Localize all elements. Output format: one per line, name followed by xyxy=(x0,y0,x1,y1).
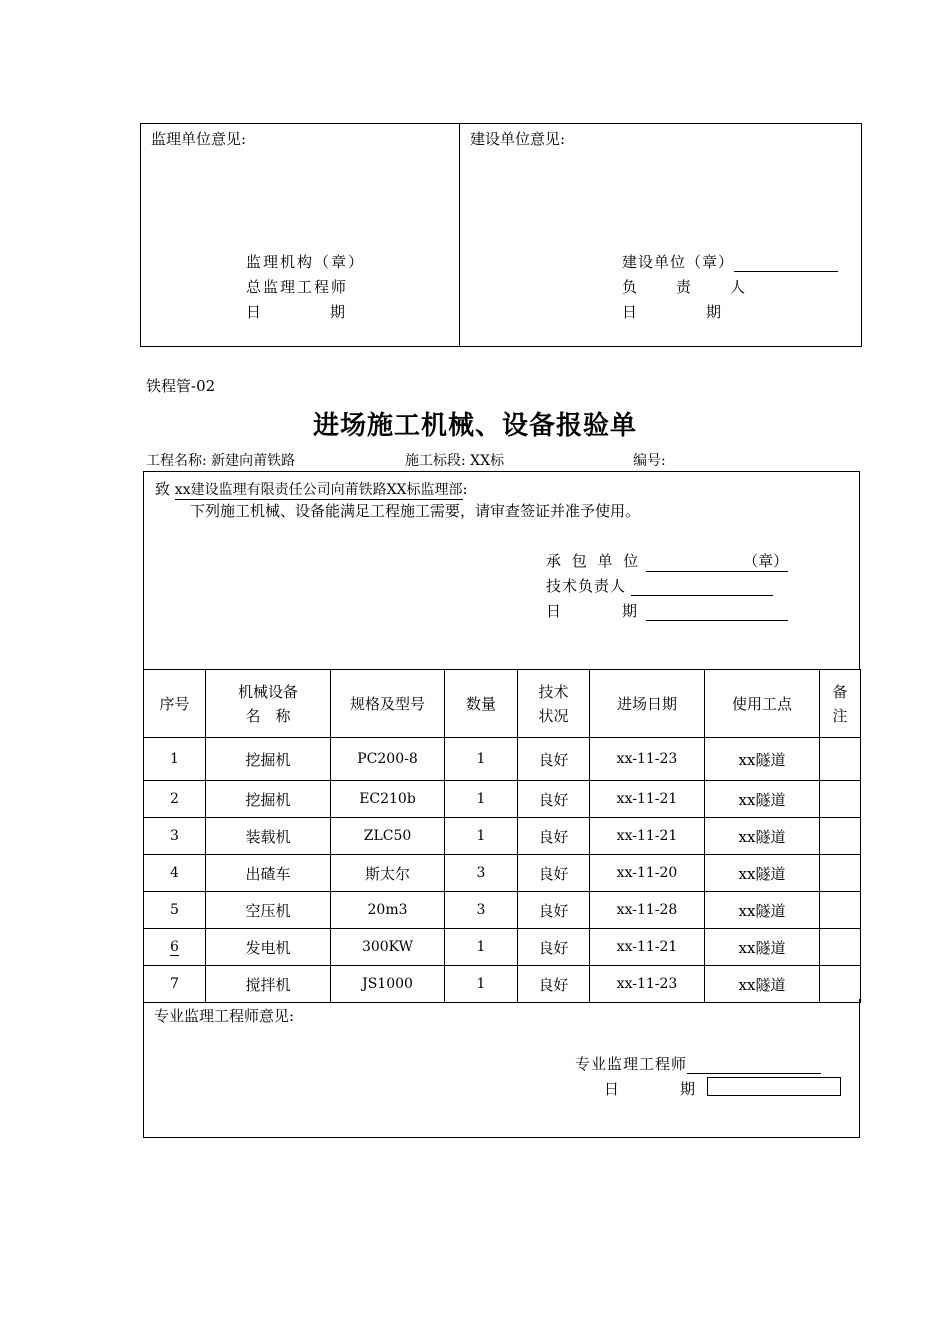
cell-model: EC210b xyxy=(331,781,445,818)
cell-site: xx隧道 xyxy=(705,738,820,781)
date-label: 日 期 xyxy=(546,602,642,620)
section-label: 施工标段: XX标 xyxy=(405,453,505,469)
cell-name: 空压机 xyxy=(206,892,331,929)
cell-quantity: 1 xyxy=(445,929,518,966)
cell-date: xx-11-21 xyxy=(590,781,705,818)
cell-quantity: 3 xyxy=(445,855,518,892)
cell-condition: 良好 xyxy=(518,818,590,855)
letter-body: 下列施工机械、设备能满足工程施工需要，请审查签证并准予使用。 xyxy=(190,502,641,520)
cell-site: xx隧道 xyxy=(705,855,820,892)
cell-site: xx隧道 xyxy=(705,929,820,966)
cell-index-underlined: 6 xyxy=(170,938,179,955)
cell-name: 搅拌机 xyxy=(206,966,331,1003)
cell-model: 斯太尔 xyxy=(331,855,445,892)
review-date-label: 日 期 xyxy=(604,1080,700,1098)
supervisor-org-stamp: 监理机构（章） xyxy=(246,253,366,271)
contractor-label: 承 包 单 位 xyxy=(546,552,642,570)
cell-date: xx-11-20 xyxy=(590,855,705,892)
cell-site: xx隧道 xyxy=(705,781,820,818)
owner-unit-signature-line[interactable] xyxy=(734,255,838,272)
chief-engineer-label: 总监理工程师 xyxy=(246,278,349,296)
cell-condition: 良好 xyxy=(518,855,590,892)
cell-model: PC200-8 xyxy=(331,738,445,781)
header-cell: 序号 xyxy=(144,670,206,738)
owner-opinion-label: 建设单位意见: xyxy=(470,130,566,148)
cell-index: 2 xyxy=(144,781,206,818)
tech-lead-row xyxy=(546,575,773,596)
review-engineer-label: 专业监理工程师 xyxy=(575,1055,688,1073)
cell-remark xyxy=(820,966,861,1003)
cell-index: 4 xyxy=(144,855,206,892)
cell-remark xyxy=(820,892,861,929)
cell-condition: 良好 xyxy=(518,781,590,818)
cell-remark xyxy=(820,929,861,966)
supervisor-opinion-label: 监理单位意见: xyxy=(151,130,247,148)
to-organization: xx建设监理有限责任公司向莆铁路XX标监理部 xyxy=(175,479,463,500)
to-prefix: 致 xyxy=(155,480,171,498)
owner-responsible-label: 负 责 人 xyxy=(622,278,749,296)
cell-date: xx-11-23 xyxy=(590,966,705,1003)
project-name: 工程名称: 新建向莆铁路 xyxy=(146,453,296,469)
cell-quantity: 1 xyxy=(445,781,518,818)
table-row xyxy=(144,781,861,818)
cell-site: xx隧道 xyxy=(705,818,820,855)
cell-remark xyxy=(820,738,861,781)
cell-name: 发电机 xyxy=(206,929,331,966)
review-date-field[interactable] xyxy=(707,1077,841,1096)
form-code: 铁程管-02 xyxy=(146,377,216,395)
review-date-row xyxy=(604,1078,699,1099)
cell-date: xx-11-28 xyxy=(590,892,705,929)
cell-site: xx隧道 xyxy=(705,966,820,1003)
cell-index: 7 xyxy=(144,966,206,1003)
table-row xyxy=(144,892,861,929)
to-suffix: : xyxy=(462,480,468,498)
cell-remark xyxy=(820,855,861,892)
table-row xyxy=(144,738,861,781)
header-cell: 规格及型号 xyxy=(331,670,445,738)
table-row xyxy=(144,966,861,1003)
cell-quantity: 1 xyxy=(445,966,518,1003)
owner-date-label: 日 期 xyxy=(622,303,728,321)
cell-model: 20m3 xyxy=(331,892,445,929)
addressee-line xyxy=(155,478,468,500)
cell-site: xx隧道 xyxy=(705,892,820,929)
table-row xyxy=(144,855,861,892)
header-cell: 技术 状况 xyxy=(518,670,590,738)
header-cell: 备 注 xyxy=(820,670,861,738)
tech-lead-signature-line[interactable] xyxy=(631,579,773,596)
header-cell: 数量 xyxy=(445,670,518,738)
date-row xyxy=(546,600,788,621)
cell-index: 5 xyxy=(144,892,206,929)
cell-condition: 良好 xyxy=(518,966,590,1003)
header-cell: 机械设备 名 称 xyxy=(206,670,331,738)
number-label: 编号: xyxy=(633,453,666,469)
cell-quantity: 1 xyxy=(445,738,518,781)
cell-index: 1 xyxy=(144,738,206,781)
review-engineer-signature-line[interactable] xyxy=(687,1057,821,1074)
form-title: 进场施工机械、设备报验单 xyxy=(312,411,637,441)
header-cell: 进场日期 xyxy=(590,670,705,738)
header-cell: 使用工点 xyxy=(705,670,820,738)
table-row xyxy=(144,818,861,855)
cell-condition: 良好 xyxy=(518,929,590,966)
review-engineer-row xyxy=(575,1053,821,1074)
cell-model: ZLC50 xyxy=(331,818,445,855)
cell-condition: 良好 xyxy=(518,892,590,929)
cell-index: 3 xyxy=(144,818,206,855)
cell-name: 挖掘机 xyxy=(206,781,331,818)
cell-date: xx-11-21 xyxy=(590,929,705,966)
supervisor-date-label: 日 期 xyxy=(246,303,352,321)
date-signature-line[interactable] xyxy=(646,604,788,621)
tech-lead-label: 技术负责人 xyxy=(546,577,627,595)
contractor-row xyxy=(546,550,788,572)
cell-date: xx-11-21 xyxy=(590,818,705,855)
owner-unit-stamp-text: 建设单位（章） xyxy=(622,253,735,271)
cell-condition: 良好 xyxy=(518,738,590,781)
cell-quantity: 3 xyxy=(445,892,518,929)
cell-name: 出碴车 xyxy=(206,855,331,892)
cell-remark xyxy=(820,781,861,818)
equipment-table xyxy=(143,669,861,1003)
owner-unit-stamp xyxy=(622,251,838,272)
top-divider xyxy=(459,123,460,347)
table-row xyxy=(144,929,861,966)
cell-index xyxy=(144,929,206,966)
cell-quantity: 1 xyxy=(445,818,518,855)
cell-date: xx-11-23 xyxy=(590,738,705,781)
cell-model: 300KW xyxy=(331,929,445,966)
table-header-row xyxy=(144,670,861,738)
review-label: 专业监理工程师意见: xyxy=(154,1007,295,1025)
cell-name: 装载机 xyxy=(206,818,331,855)
contractor-stamp: （章） xyxy=(743,552,789,570)
cell-model: JS1000 xyxy=(331,966,445,1003)
cell-remark xyxy=(820,818,861,855)
contractor-signature-line[interactable] xyxy=(646,550,788,572)
cell-name: 挖掘机 xyxy=(206,738,331,781)
